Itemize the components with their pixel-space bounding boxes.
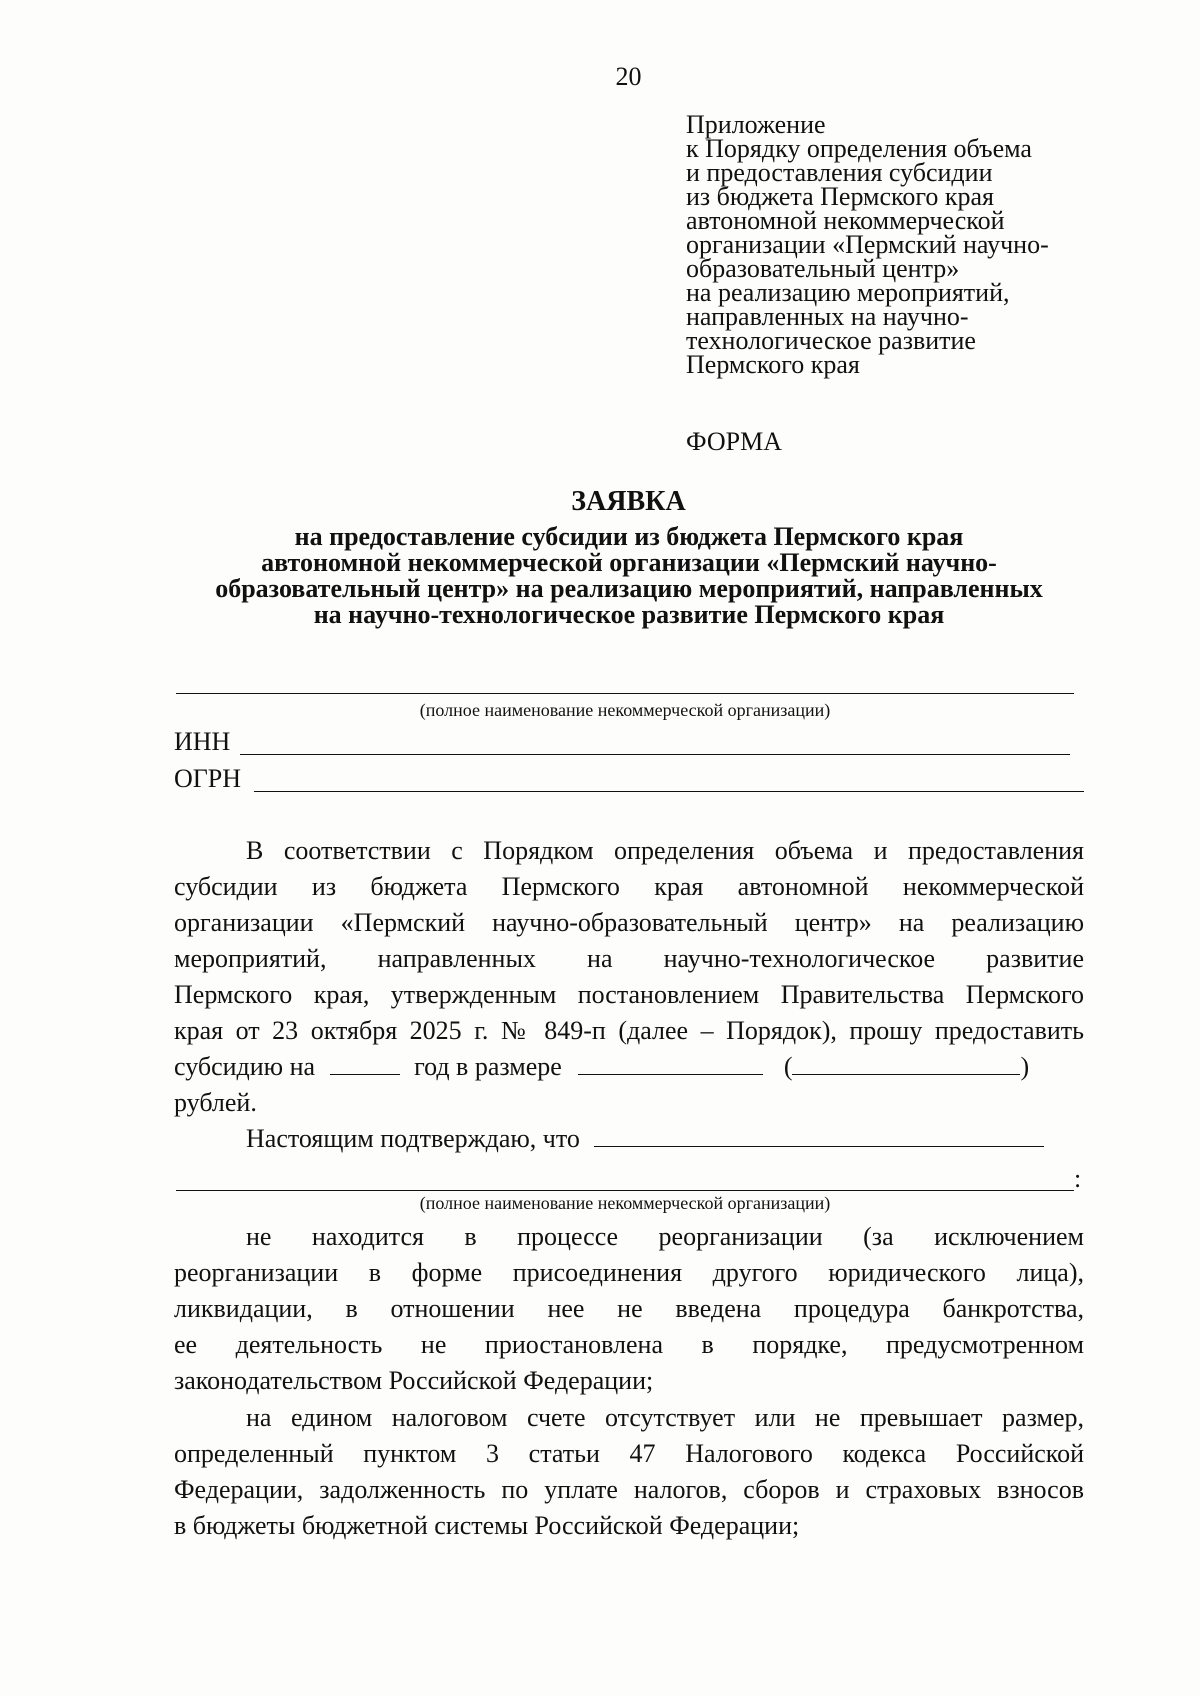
colon-mark: : bbox=[1074, 1164, 1082, 1193]
text-line: субсидии из бюджета Пермского края автономной некоммерческой bbox=[174, 872, 1084, 901]
text-line: Пермского края, утвержденным постановлением Правительства Пермского bbox=[174, 980, 1084, 1009]
text-line: В соответствии с Порядком определения объема и предоставления bbox=[246, 836, 1084, 865]
appendix-line: автономной некоммерческой bbox=[686, 206, 1005, 235]
appendix-line: и предоставления субсидии bbox=[686, 158, 993, 187]
confirm-org-field-continued[interactable] bbox=[176, 1190, 1074, 1191]
text-line: мероприятий, направленных на научно-технологическое развитие bbox=[174, 944, 1084, 973]
ogrn-field[interactable] bbox=[254, 791, 1084, 792]
appendix-line: направленных на научно- bbox=[686, 302, 969, 331]
document-subtitle bbox=[174, 524, 1084, 628]
org-name-field[interactable] bbox=[176, 693, 1074, 694]
body-paragraph-4 bbox=[174, 1400, 1084, 1544]
appendix-line: организации «Пермский научно- bbox=[686, 230, 1049, 259]
appendix-line: к Порядку определения объема bbox=[686, 134, 1032, 163]
appendix-line: из бюджета Пермского края bbox=[686, 182, 995, 211]
inn-field[interactable] bbox=[240, 754, 1070, 755]
subsidy-request-line bbox=[174, 1049, 1084, 1085]
text-line: не находится в процессе реорганизации (за исключением bbox=[246, 1222, 1084, 1251]
text-line: в бюджеты бюджетной системы Российской Федерации; bbox=[174, 1511, 800, 1540]
org-name-caption: (полное наименование некоммерческой организации) bbox=[419, 700, 831, 720]
text-fragment: субсидию на bbox=[174, 1052, 316, 1081]
subtitle-line: образовательный центр» на реализацию мероприятий, направленных bbox=[215, 574, 1043, 603]
text-line: законодательством Российской Федерации; bbox=[174, 1366, 654, 1395]
appendix-line: образовательный центр» bbox=[686, 254, 960, 283]
subtitle-line: автономной некоммерческой организации «Пермский научно- bbox=[261, 548, 997, 577]
body-paragraph-3 bbox=[174, 1219, 1084, 1399]
text-line: на едином налоговом счете отсутствует или не превышает размер, bbox=[246, 1403, 1084, 1432]
appendix-block bbox=[686, 110, 1106, 379]
body-paragraph-1 bbox=[174, 833, 1084, 1121]
subtitle-line: на научно-технологическое развитие Пермского края bbox=[313, 600, 945, 629]
text-line: организации «Пермский научно-образовательный центр» на реализацию bbox=[174, 908, 1084, 937]
text-line: ее деятельность не приостановлена в порядке, предусмотренном bbox=[174, 1330, 1084, 1359]
confirm-org-field[interactable] bbox=[594, 1124, 1044, 1147]
forma-label: ФОРМА bbox=[686, 427, 782, 456]
text-line: рублей. bbox=[174, 1088, 257, 1117]
page-number: 20 bbox=[615, 62, 642, 91]
subtitle-line: на предоставление субсидии из бюджета Пермского края bbox=[294, 522, 964, 551]
appendix-line: на реализацию мероприятий, bbox=[686, 278, 1010, 307]
text-line: реорганизации в форме присоединения другого юридического лица), bbox=[174, 1258, 1084, 1287]
inn-label: ИНН bbox=[174, 727, 231, 756]
text-fragment: Настоящим подтверждаю, что bbox=[246, 1124, 580, 1153]
text-fragment: ) bbox=[1020, 1052, 1030, 1081]
text-line: определенный пунктом 3 статьи 47 Налогового кодекса Российской bbox=[174, 1439, 1084, 1468]
text-line: края от 23 октября 2025 г. № 849-п (далее – Порядок), прошу предоставить bbox=[174, 1016, 1084, 1045]
appendix-line: Пермского края bbox=[686, 350, 860, 379]
document-title: ЗАЯВКА bbox=[571, 486, 686, 517]
text-fragment: год в размере bbox=[414, 1052, 562, 1081]
org-name-caption-2: (полное наименование некоммерческой организации) bbox=[419, 1193, 831, 1213]
appendix-line: технологическое развитие bbox=[686, 326, 976, 355]
text-line: Федерации, задолженность по уплате налогов, сборов и страховых взносов bbox=[174, 1475, 1084, 1504]
text-fragment: ( bbox=[783, 1052, 793, 1081]
ogrn-label: ОГРН bbox=[174, 764, 242, 793]
appendix-line: Приложение bbox=[686, 110, 826, 139]
year-field[interactable] bbox=[330, 1052, 400, 1075]
amount-words-field[interactable] bbox=[792, 1052, 1020, 1075]
body-paragraph-2 bbox=[174, 1121, 1084, 1157]
amount-field[interactable] bbox=[578, 1052, 763, 1075]
confirm-line bbox=[174, 1121, 1084, 1157]
text-line: ликвидации, в отношении нее не введена процедура банкротства, bbox=[174, 1294, 1084, 1323]
